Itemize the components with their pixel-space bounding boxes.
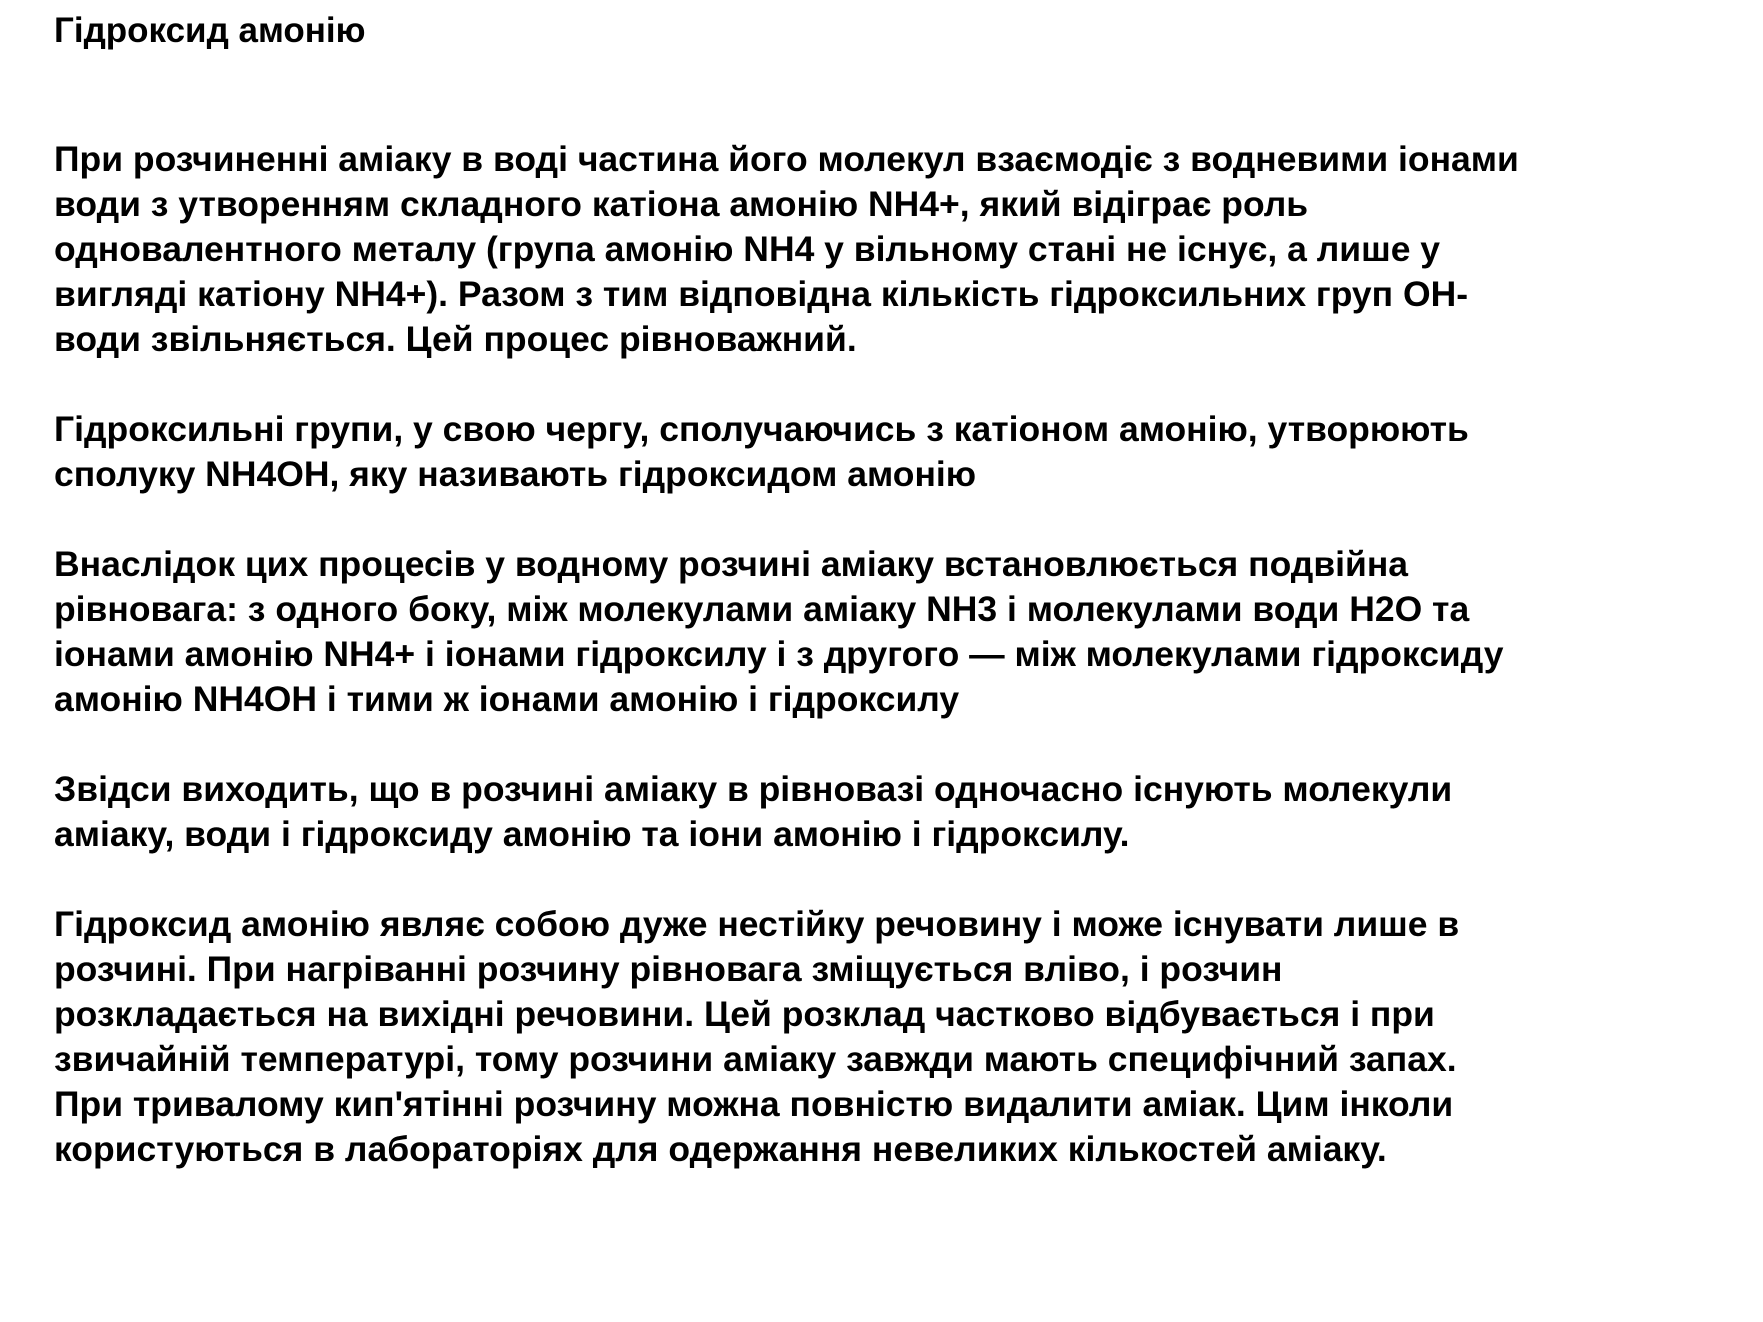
text-line: води з утворенням складного катіона амонію NH4+, який відіграє роль (54, 184, 1309, 224)
paragraph-4 (54, 767, 1724, 857)
text-line: амонію NH4OH і тими ж іонами амонію і гідроксилу (54, 679, 960, 719)
text-line: Внаслідок цих процесів у водному розчині аміаку встановлюється подвійна (54, 544, 1409, 584)
paragraph-1 (54, 137, 1724, 362)
text-line: води звільняється. Цей процес рівноважний. (54, 319, 857, 359)
text-line: рівновага: з одного боку, між молекулами аміаку NH3 і молекулами води H2O та (54, 589, 1470, 629)
text-line: вигляді катіону NH4+). Разом з тим відповідна кількість гідроксильних груп OH- (54, 274, 1469, 314)
paragraph-3 (54, 542, 1724, 722)
text-line: Гідроксид амонію являє собою дуже нестійку речовину і може існувати лише в (54, 904, 1460, 944)
text-line: При розчиненні аміаку в воді частина його молекул взаємодіє з водневими іонами (54, 139, 1519, 179)
text-line: аміаку, води і гідроксиду амонію та іони амонію і гідроксилу. (54, 814, 1130, 854)
text-line: Звідси виходить, що в розчині аміаку в рівновазі одночасно існують молекули (54, 769, 1453, 809)
document-page (54, 0, 1724, 1322)
text-line: розкладається на вихідні речовини. Цей розклад частково відбувається і при (54, 994, 1435, 1034)
document-body (54, 137, 1724, 1217)
text-line: звичайній температурі, тому розчини аміаку завжди мають специфічний запах. (54, 1039, 1457, 1079)
text-line: сполуку NH4OH, яку називають гідроксидом амонію (54, 454, 977, 494)
text-line: користуються в лабораторіях для одержання невеликих кількостей аміаку. (54, 1129, 1387, 1169)
document-title: Гідроксид амонію (54, 11, 366, 50)
text-line: При тривалому кип'ятінні розчину можна повністю видалити аміак. Цим інколи (54, 1084, 1454, 1124)
text-line: Гідроксильні групи, у свою чергу, сполучаючись з катіоном амонію, утворюють (54, 409, 1469, 449)
text-line: іонами амонію NH4+ і іонами гідроксилу і з другого — між молекулами гідроксиду (54, 634, 1504, 674)
text-line: одновалентного металу (група амонію NH4 у вільному стані не існує, а лише у (54, 229, 1441, 269)
paragraph-2 (54, 407, 1724, 497)
paragraph-5 (54, 902, 1724, 1172)
text-line: розчині. При нагріванні розчину рівновага зміщується вліво, і розчин (54, 949, 1283, 989)
